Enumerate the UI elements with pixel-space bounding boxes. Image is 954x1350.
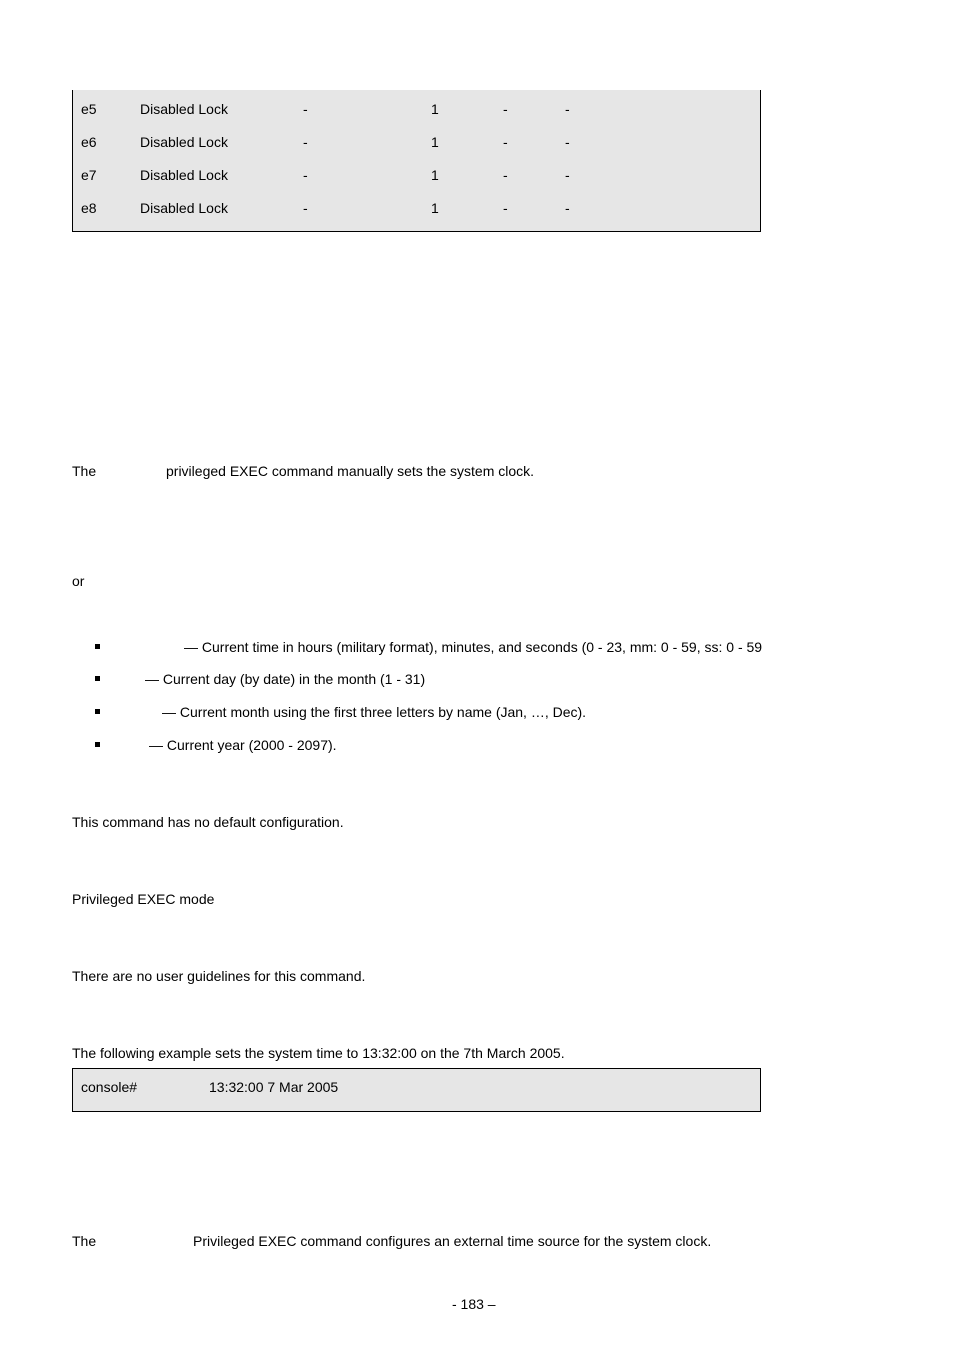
value-cell: 1 [431, 200, 439, 216]
port-status-table [72, 90, 761, 232]
example-code-box [72, 1068, 761, 1112]
description-text: Privileged EXEC command configures an external time source for the system clock. [193, 1233, 712, 1249]
value-cell: - [565, 200, 570, 216]
value-cell: - [565, 134, 570, 150]
port-cell: e7 [81, 167, 97, 183]
value-cell: - [503, 134, 508, 150]
bullet-icon [95, 644, 100, 649]
value-cell: - [303, 101, 308, 117]
port-cell: e6 [81, 134, 97, 150]
port-cell: e5 [81, 101, 97, 117]
port-cell: e8 [81, 200, 97, 216]
parameter-description: — Current year (2000 - 2097). [149, 737, 337, 753]
parameter-description: — Current month using the first three letters by name (Jan, …, Dec). [162, 704, 587, 720]
console-prompt: console# [81, 1079, 138, 1095]
default-configuration-text: This command has no default configuration. [72, 814, 344, 830]
status-cell: Disabled Lock [140, 101, 228, 117]
user-guidelines-text: There are no user guidelines for this command. [72, 968, 366, 984]
command-arguments: 13:32:00 7 Mar 2005 [209, 1079, 339, 1095]
value-cell: - [503, 101, 508, 117]
description-the: The [72, 463, 97, 479]
page-number: - 183 – [452, 1296, 496, 1312]
bullet-icon [95, 709, 100, 714]
bullet-icon [95, 742, 100, 747]
value-cell: 1 [431, 167, 439, 183]
status-cell: Disabled Lock [140, 200, 228, 216]
value-cell: - [503, 200, 508, 216]
value-cell: - [303, 167, 308, 183]
parameter-description: — Current time in hours (military format), minutes, and seconds (0 - 23, mm: 0 - 59, ss: 0 - 59 [184, 639, 763, 655]
syntax-or: or [72, 573, 85, 589]
command-mode-text: Privileged EXEC mode [72, 891, 215, 907]
bullet-icon [95, 676, 100, 681]
value-cell: - [565, 167, 570, 183]
parameter-description: — Current day (by date) in the month (1 - 31) [145, 671, 426, 687]
status-cell: Disabled Lock [140, 167, 228, 183]
example-description: The following example sets the system time to 13:32:00 on the 7th March 2005. [72, 1045, 565, 1061]
description-the: The [72, 1233, 97, 1249]
value-cell: - [565, 101, 570, 117]
status-cell: Disabled Lock [140, 134, 228, 150]
value-cell: 1 [431, 101, 439, 117]
value-cell: 1 [431, 134, 439, 150]
description-text: privileged EXEC command manually sets the system clock. [166, 463, 535, 479]
value-cell: - [303, 200, 308, 216]
value-cell: - [503, 167, 508, 183]
value-cell: - [303, 134, 308, 150]
